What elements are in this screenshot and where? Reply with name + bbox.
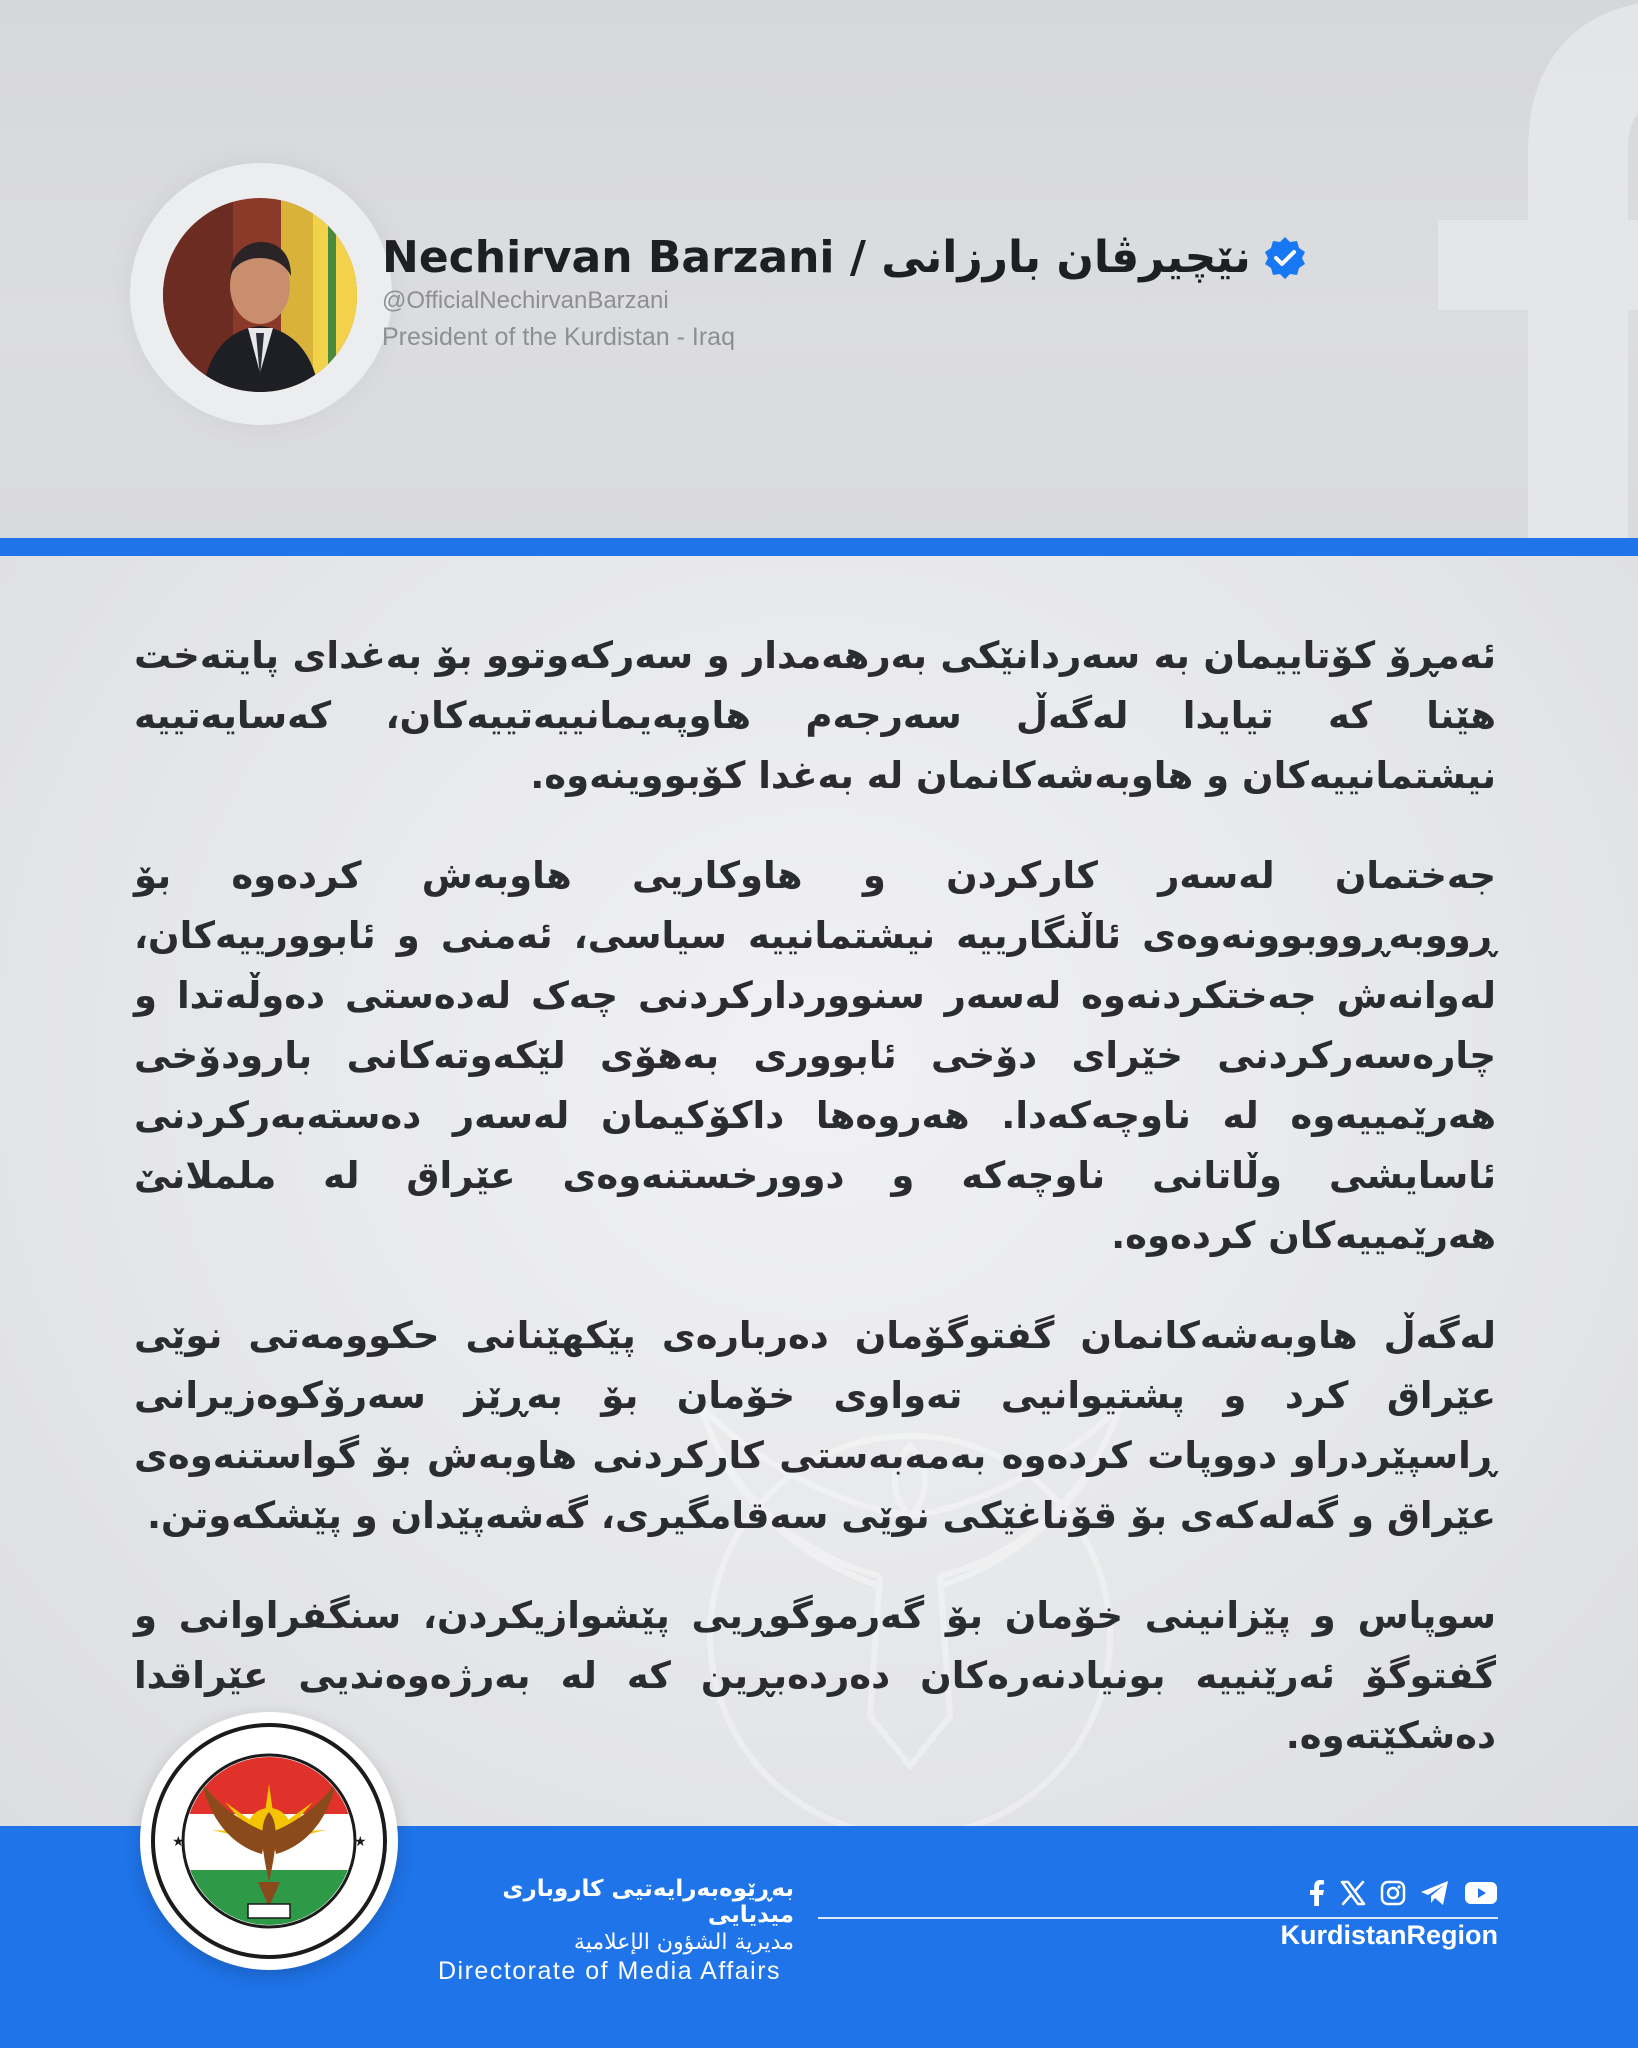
post-text	[134, 626, 1496, 1806]
directorate-arabic: مديرية الشؤون الإعلامية	[573, 1930, 794, 1955]
profile-name[interactable]: Nechirvan Barzani / نێچیرڤان بارزانی	[382, 232, 1251, 283]
footer-divider	[818, 1917, 1498, 1919]
telegram-icon[interactable]	[1420, 1880, 1450, 1906]
instagram-icon[interactable]	[1380, 1880, 1406, 1906]
presidency-seal	[140, 1712, 398, 1970]
post-paragraph-2: جەختمان لەسەر کارکردن و هاوکاریی هاوبەش کردەوە بۆ ڕووبەڕووبوونەوەی ئاڵنگارییە نیشتمانییە سیاسی، ئەمنی و ئابوورییەکان، لەوانەش جەختکردنەوە لەسەر سنووردارکردنی چەک لەدەستی دەوڵەتدا و چارەسەرکردنی خێرای دۆخی ئابووری بەهۆی لێکەوتەکانی بارودۆخی هەرێمییەوە لە ناوچەکەدا. هەروەها داکۆکیمان لەسەر دەستەبەرکردنی ئاسایشی وڵاتانی ناوچەکە و دوورخستنەوەی عێراق لە ململانێ هەرێمییەکان کردەوە.	[134, 854, 1496, 1257]
facebook-watermark-icon	[1378, 0, 1638, 538]
post-paragraph-4: سوپاس و پێزانینی خۆمان بۆ گەرموگوڕیی پێشوازیکردن، سنگفراوانی و گفتوگۆ ئەرێنییە بونیادنەرەکان دەردەبڕین کە لە بەرژەوەندیی عێراقدا دەشکێتەوە.	[134, 1594, 1496, 1757]
post-content	[0, 556, 1638, 1826]
facebook-icon[interactable]	[1308, 1880, 1326, 1906]
avatar[interactable]	[163, 198, 357, 392]
post-paragraph-1: ئەمڕۆ کۆتاییمان بە سەردانێکی بەرهەمدار و سەرکەوتوو بۆ بەغدای پایتەخت هێنا کە تیایدا لەگەڵ سەرجەم هاوپەیمانییەتییەکان، کەسایەتییە نیشتمانییەکان و هاوبەشەکانمان لە بەغدا کۆبووینەوە.	[134, 634, 1496, 797]
social-links	[1308, 1880, 1498, 1906]
site-name[interactable]: KurdistanRegion	[1280, 1920, 1498, 1950]
x-icon[interactable]	[1340, 1880, 1366, 1906]
profile-info	[382, 232, 1309, 352]
profile-title: President of the Kurdistan - Iraq	[382, 323, 735, 351]
post-paragraph-3: لەگەڵ هاوبەشەکانمان گفتوگۆمان دەربارەی پێکهێنانی حکوومەتی نوێی عێراق کرد و پشتیوانیی تەواوی خۆمان بۆ بەڕێز سەرۆکوەزیرانی ڕاسپێردراو دووپات کردەوە بەمەبەستی کارکردنی هاوبەش بۆ گواستنەوەی عێراق و گەلەکەی بۆ قۆناغێکی نوێی سەقامگیری، گەشەپێدان و پێشکەوتن.	[134, 1314, 1496, 1537]
kurdistan-presidency-seal-icon	[150, 1722, 388, 1960]
verified-badge-icon	[1261, 234, 1309, 282]
directorate-english: Directorate of Media Affairs	[438, 1957, 782, 1985]
media-directorate	[438, 1876, 794, 1986]
svg-text:★: ★	[172, 1834, 185, 1850]
svg-text:★: ★	[354, 1834, 367, 1850]
directorate-kurdish: بەڕێوەبەرایەتیی کاروباری میدیایی	[502, 1876, 794, 1928]
post-header	[0, 0, 1638, 538]
youtube-icon[interactable]	[1464, 1880, 1498, 1906]
profile-handle[interactable]: @OfficialNechirvanBarzani	[382, 287, 669, 314]
header-divider	[0, 538, 1638, 556]
